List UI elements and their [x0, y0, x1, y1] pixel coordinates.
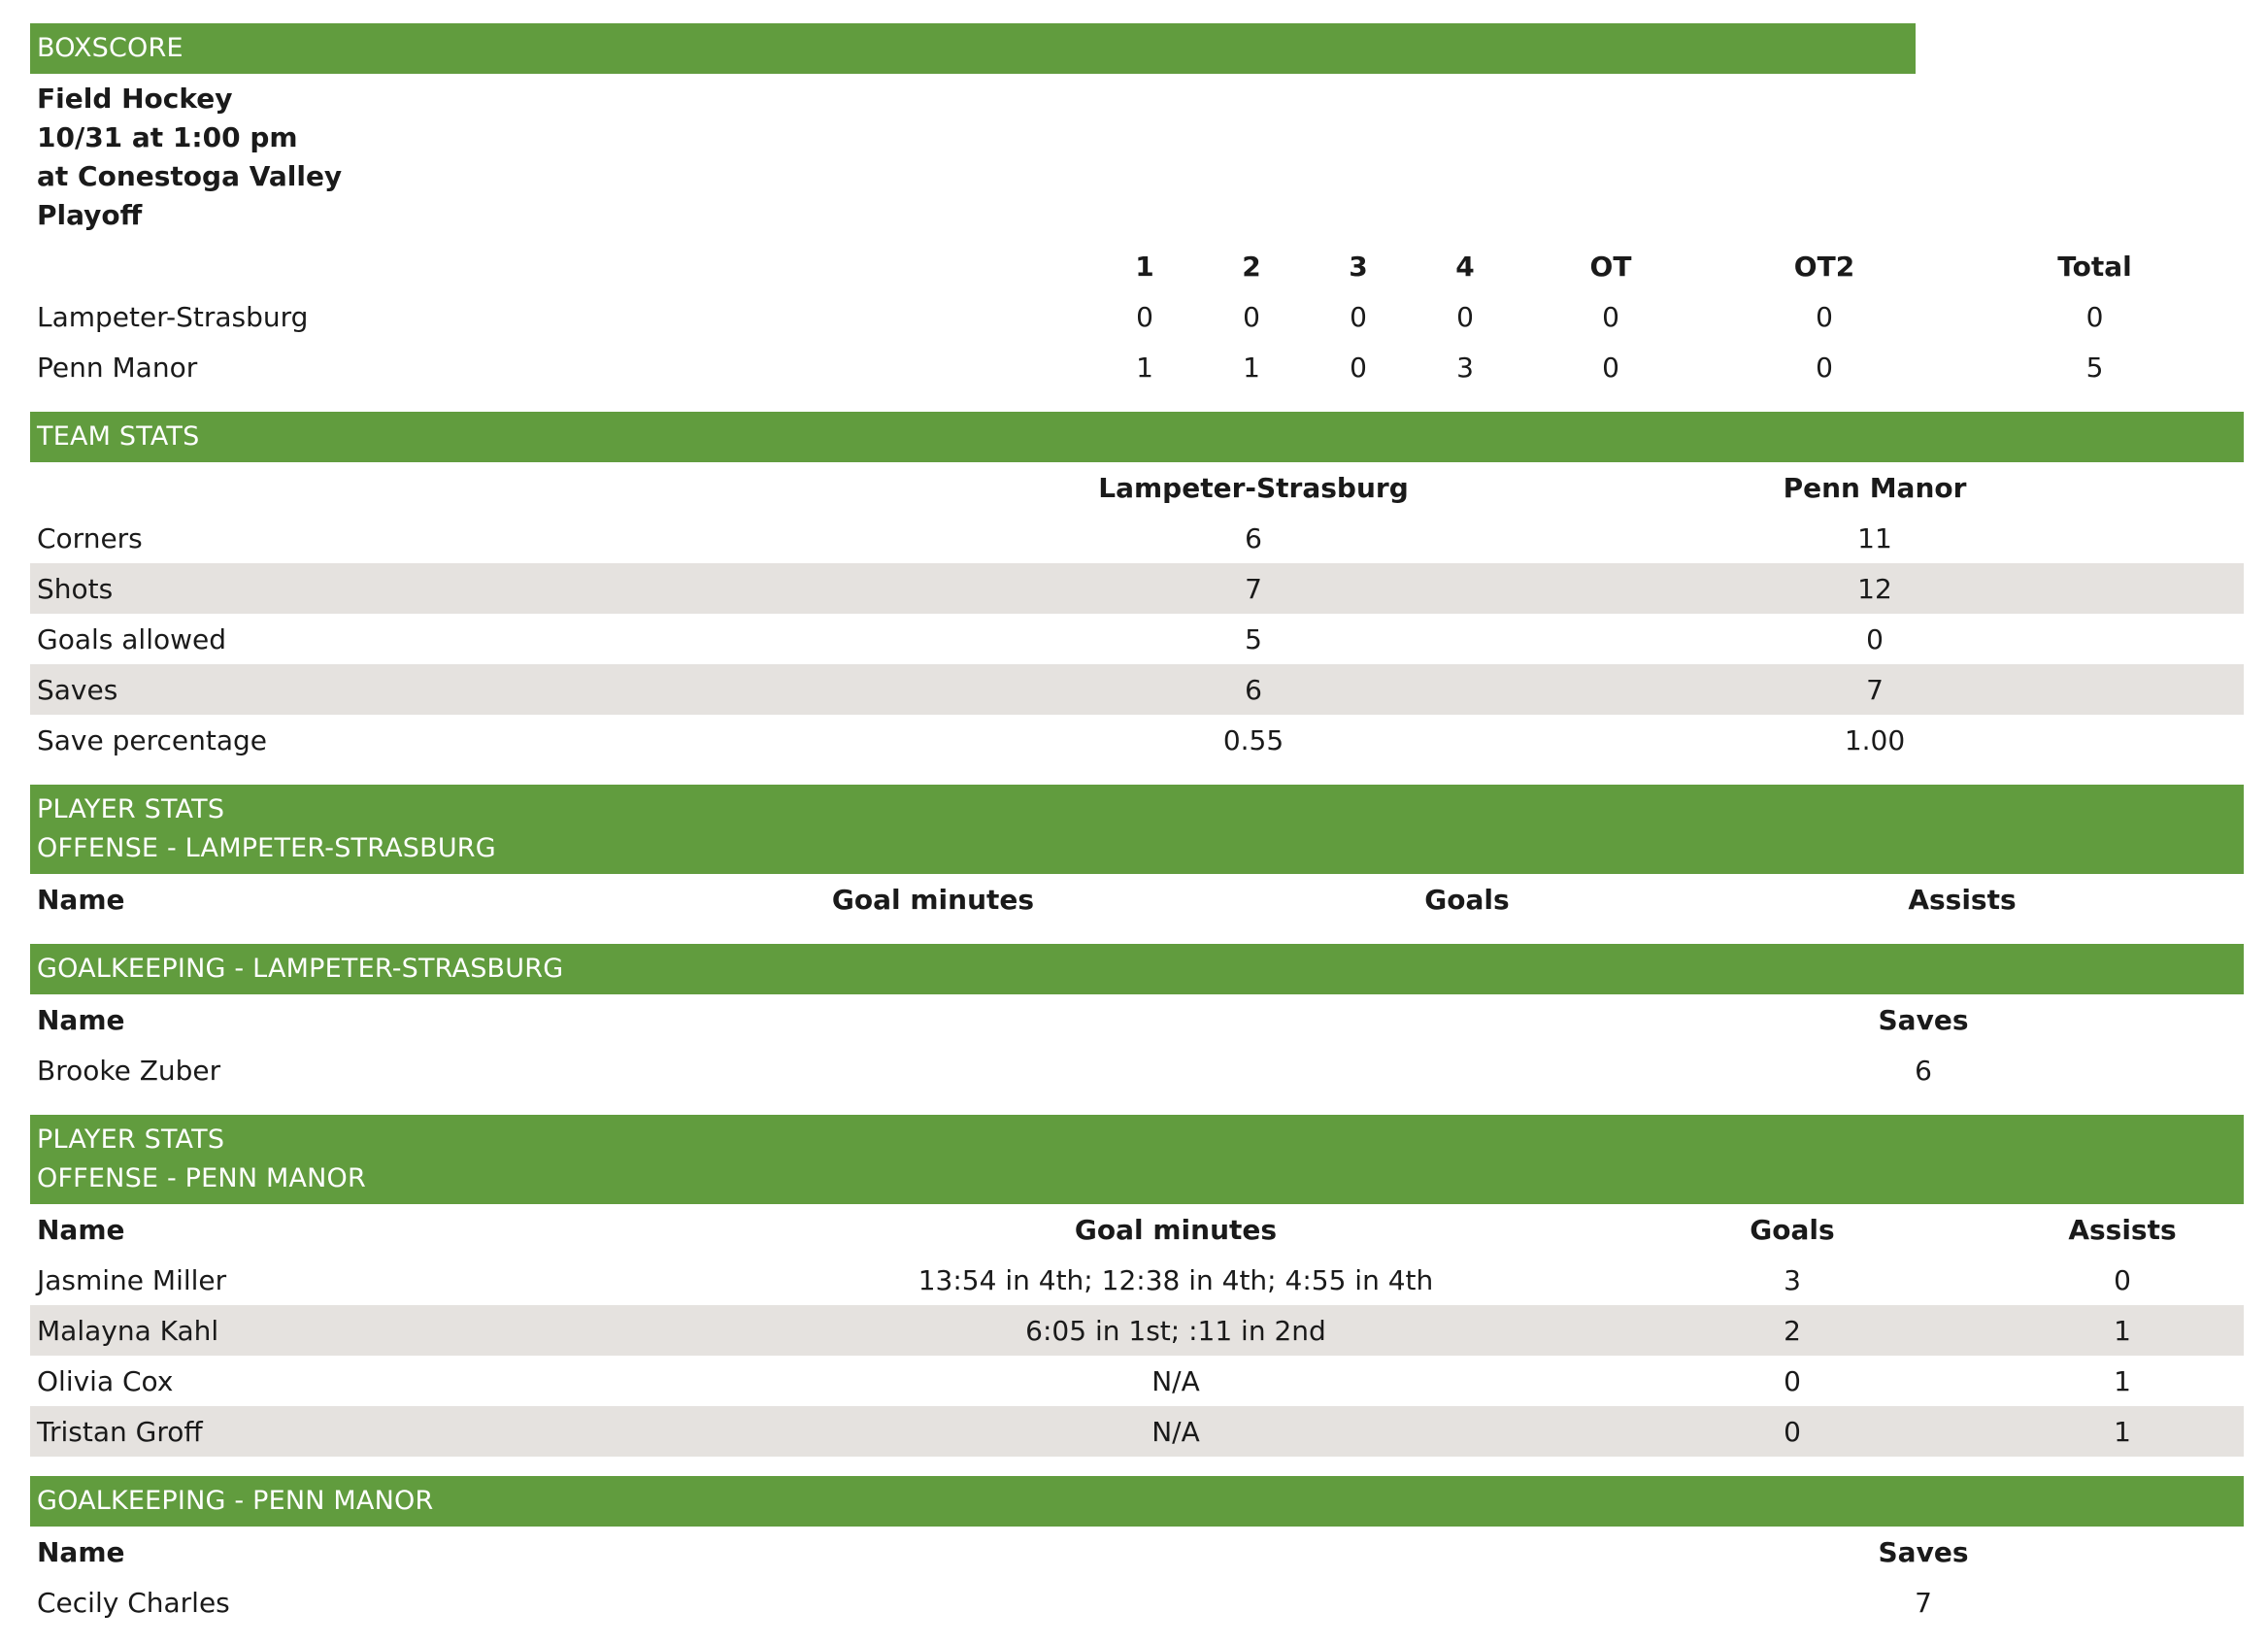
stat-value: 0.55 — [1222, 723, 1284, 756]
game-datetime: 10/31 at 1:00 pm — [37, 121, 298, 153]
col-goals-header: Goals — [1424, 883, 1510, 916]
stat-value: 5 — [1245, 622, 1262, 655]
col-goal-minutes-header: Goal minutes — [831, 883, 1035, 916]
goalkeeper-saves: 6 — [1915, 1054, 1932, 1087]
col-assists-header: Assists — [2068, 1213, 2177, 1246]
player-row — [30, 1255, 2244, 1305]
stat-value: 6 — [1245, 521, 1262, 554]
stat-value: 7 — [1001, 563, 1506, 614]
goalkeeper-name: Brooke Zuber — [37, 1054, 221, 1087]
player-goal-minutes: 6:05 in 1st; :11 in 2nd — [768, 1305, 1584, 1356]
col-name-header: Name — [37, 1213, 125, 1246]
period-score: 0 — [1136, 300, 1153, 333]
period-score: 0 — [1243, 300, 1260, 333]
player-goals: 3 — [1784, 1263, 1801, 1296]
goalkeeping-ls-header-row — [30, 994, 2244, 1045]
stat-value: 7 — [1506, 664, 2244, 715]
offense-pm-header-row — [30, 1204, 2244, 1255]
player-goals: 0 — [1584, 1406, 2001, 1457]
period-score: 0 — [1816, 351, 1833, 384]
offense-pm-header — [30, 1115, 2244, 1204]
offense-ls-title: OFFENSE - LAMPETER-STRASBURG — [37, 833, 496, 863]
col-name-header: Name — [37, 1003, 125, 1036]
player-goals: 2 — [1584, 1305, 2001, 1356]
game-type: Playoff — [37, 199, 143, 231]
boxscore-page — [30, 23, 2244, 1628]
period-score: 1 — [1136, 351, 1153, 384]
total-score: 0 — [2085, 300, 2104, 333]
period-header: 1 — [1135, 250, 1154, 283]
goalkeeping-ls-header — [30, 944, 2244, 994]
col-saves-header: Saves — [1878, 1535, 1969, 1568]
offense-pm-title: OFFENSE - PENN MANOR — [37, 1163, 366, 1193]
period-header: OT — [1589, 250, 1632, 283]
spacer-cell — [2166, 1527, 2244, 1577]
player-name: Tristan Groff — [30, 1406, 768, 1457]
col-goal-minutes-header: Goal minutes — [1074, 1213, 1278, 1246]
goalkeeper-name: Cecily Charles — [37, 1586, 230, 1619]
sport-name: Field Hockey — [37, 83, 233, 115]
linescore-team-header — [30, 241, 1091, 291]
period-header: 2 — [1242, 250, 1261, 283]
col-assists-header: Assists — [1908, 883, 2017, 916]
period-score: 3 — [1456, 351, 1474, 384]
period-header: 3 — [1349, 250, 1368, 283]
goalkeeping-pm-title: GOALKEEPING - PENN MANOR — [37, 1486, 434, 1516]
player-stats-title: PLAYER STATS — [37, 794, 225, 824]
stat-value: 12 — [1506, 563, 2244, 614]
boxscore-header — [30, 23, 1916, 74]
team-name: Lampeter-Strasburg — [37, 300, 309, 333]
player-row — [30, 1305, 2244, 1356]
player-goals: 0 — [1784, 1364, 1801, 1397]
stat-label: Saves — [30, 664, 1001, 715]
goalkeeper-row — [30, 1045, 2244, 1095]
stat-value: 1.00 — [1844, 723, 1906, 756]
goalkeeping-pm-table — [30, 1527, 2244, 1628]
stat-value: 6 — [1001, 664, 1506, 715]
period-score: 0 — [1350, 351, 1367, 384]
team-stats-header-row — [30, 462, 2244, 513]
stat-value: 0 — [1866, 622, 1884, 655]
team-stats-team1-header: Lampeter-Strasburg — [1098, 471, 1409, 504]
player-goal-minutes: N/A — [768, 1406, 1584, 1457]
goalkeeping-ls-title: GOALKEEPING - LAMPETER-STRASBURG — [37, 954, 564, 984]
stat-value: 11 — [1857, 521, 1892, 554]
player-assists: 1 — [2001, 1406, 2244, 1457]
player-name: Malayna Kahl — [30, 1305, 768, 1356]
offense-ls-table — [30, 874, 2244, 924]
period-score: 0 — [1816, 300, 1833, 333]
team-stats-row — [30, 513, 2244, 563]
stat-label: Save percentage — [37, 723, 268, 756]
col-goals-header: Goals — [1750, 1213, 1835, 1246]
team-stats-header — [30, 412, 2244, 462]
game-info — [30, 74, 2244, 241]
period-score: 0 — [1350, 300, 1367, 333]
col-saves-header: Saves — [1878, 1003, 1969, 1036]
player-goal-minutes: 13:54 in 4th; 12:38 in 4th; 4:55 in 4th — [917, 1263, 1434, 1296]
game-location: at Conestoga Valley — [37, 160, 343, 192]
offense-pm-table — [30, 1204, 2244, 1457]
team-name: Penn Manor — [37, 351, 198, 384]
linescore-row — [30, 342, 2244, 392]
stat-label: Corners — [37, 521, 143, 554]
col-name-header: Name — [37, 883, 125, 916]
boxscore-header-text: BOXSCORE — [37, 33, 183, 63]
stat-label: Shots — [30, 563, 1001, 614]
offense-ls-header-row — [30, 874, 2244, 924]
player-row — [30, 1406, 2244, 1457]
player-assists: 1 — [2114, 1364, 2131, 1397]
period-score: 0 — [1602, 351, 1619, 384]
team-stats-row — [30, 715, 2244, 765]
player-name: Jasmine Miller — [37, 1263, 227, 1296]
goalkeeping-ls-table — [30, 994, 2244, 1095]
team-stats-table — [30, 462, 2244, 765]
period-score: 1 — [1243, 351, 1260, 384]
period-score: 0 — [1602, 300, 1619, 333]
linescore-header-row — [30, 241, 2244, 291]
spacer-cell — [2166, 1045, 2244, 1095]
spacer-cell — [2166, 1577, 2244, 1628]
player-name: Olivia Cox — [37, 1364, 174, 1397]
goalkeeping-pm-header-row — [30, 1527, 2244, 1577]
team-stats-row — [30, 664, 2244, 715]
team-stats-header-text: TEAM STATS — [37, 421, 200, 452]
period-score: 0 — [1456, 300, 1474, 333]
player-row — [30, 1356, 2244, 1406]
period-header: OT2 — [1793, 250, 1855, 283]
offense-ls-header — [30, 785, 2244, 874]
linescore-row — [30, 291, 2244, 342]
linescore-table — [30, 241, 2244, 392]
player-assists: 0 — [2114, 1263, 2131, 1296]
stat-label: Goals allowed — [37, 622, 227, 655]
player-stats-title: PLAYER STATS — [37, 1125, 225, 1155]
team-stats-row — [30, 563, 2244, 614]
team-stats-label-header — [30, 462, 1001, 513]
goalkeeper-row — [30, 1577, 2244, 1628]
team-stats-row — [30, 614, 2244, 664]
goalkeeping-pm-header — [30, 1476, 2244, 1527]
total-header: Total — [2057, 250, 2132, 283]
player-goal-minutes: N/A — [1151, 1364, 1200, 1397]
total-score: 5 — [2085, 351, 2104, 384]
period-header: 4 — [1455, 250, 1475, 283]
col-name-header: Name — [37, 1535, 125, 1568]
player-assists: 1 — [2001, 1305, 2244, 1356]
goalkeeper-saves: 7 — [1915, 1586, 1932, 1619]
team-stats-team2-header: Penn Manor — [1783, 471, 1967, 504]
spacer-cell — [2166, 994, 2244, 1045]
